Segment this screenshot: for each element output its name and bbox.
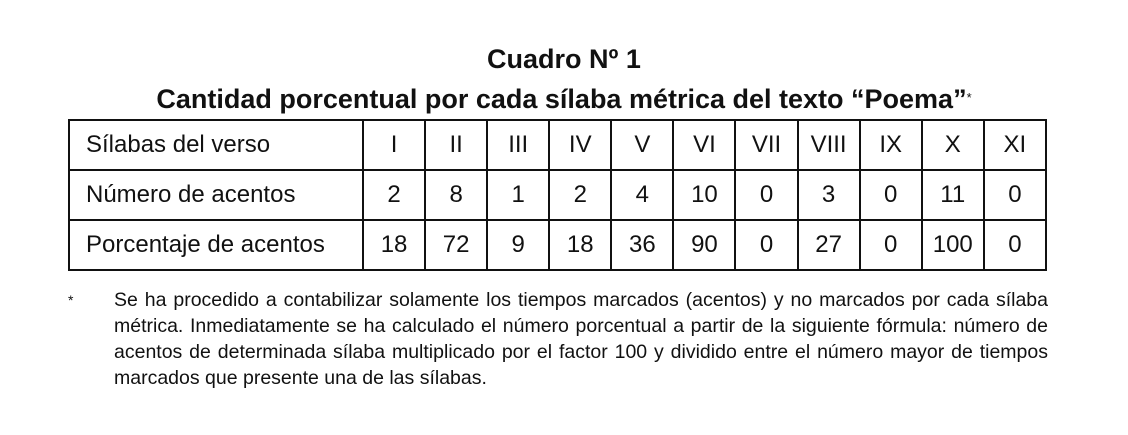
syllable-header-cell: X [922,120,984,170]
accent-count-cell: 0 [735,170,797,220]
accent-count-cell: 3 [798,170,860,220]
table-title: Cuadro Nº 1 [487,44,641,74]
footnote-text: Se ha procedido a contabilizar solamente los tiempos marcados (acentos) y no marcados por cada sílaba métrica. Inmediatamente se ha calculado el número porcentual a partir de la siguiente fórmula: número de acentos de determinada sílaba multiplicado por el factor 100 y dividido entre el número mayor de tiempos marcados que presente una de las sílabas. [114,289,1048,389]
accent-count-cell: 0 [860,170,922,220]
accent-percentage-cell: 18 [549,220,611,270]
accent-percentage-cell: 0 [735,220,797,270]
table-subtitle [0,80,1128,118]
accent-percentage-cell: 9 [487,220,549,270]
row-label-syllables: Sílabas del verso [69,120,363,170]
table-row-syllables [69,120,1046,170]
footnote [68,287,1048,391]
accent-percentage-cell: 100 [922,220,984,270]
accent-count-cell: 2 [549,170,611,220]
row-label-accent-count: Número de acentos [69,170,363,220]
accent-count-cell: 10 [673,170,735,220]
row-label-accent-percentage: Porcentaje de acentos [69,220,363,270]
syllable-header-cell: V [611,120,673,170]
syllable-header-cell: IX [860,120,922,170]
accent-count-cell: 0 [984,170,1046,220]
syllable-header-cell: II [425,120,487,170]
syllable-header-cell: XI [984,120,1046,170]
accent-percentage-cell: 36 [611,220,673,270]
syllable-table [68,119,1047,271]
accent-percentage-cell: 0 [984,220,1046,270]
accent-percentage-cell: 90 [673,220,735,270]
accent-percentage-cell: 0 [860,220,922,270]
footnote-reference: * [966,90,972,105]
syllable-header-cell: I [363,120,425,170]
table-caption [0,40,1128,118]
table-row-accent-percentage [69,220,1046,270]
accent-count-cell: 11 [922,170,984,220]
syllable-header-cell: III [487,120,549,170]
syllable-header-cell: VII [735,120,797,170]
syllable-header-cell: VIII [798,120,860,170]
accent-count-cell: 4 [611,170,673,220]
table-row-accent-count [69,170,1046,220]
syllable-header-cell: IV [549,120,611,170]
accent-percentage-cell: 72 [425,220,487,270]
footnote-mark: * [68,292,74,308]
accent-percentage-cell: 27 [798,220,860,270]
accent-percentage-cell: 18 [363,220,425,270]
table-subtitle-text: Cantidad porcentual por cada sílaba métrica del texto “Poema” [156,84,967,114]
syllable-header-cell: VI [673,120,735,170]
accent-count-cell: 8 [425,170,487,220]
accent-count-cell: 2 [363,170,425,220]
accent-count-cell: 1 [487,170,549,220]
